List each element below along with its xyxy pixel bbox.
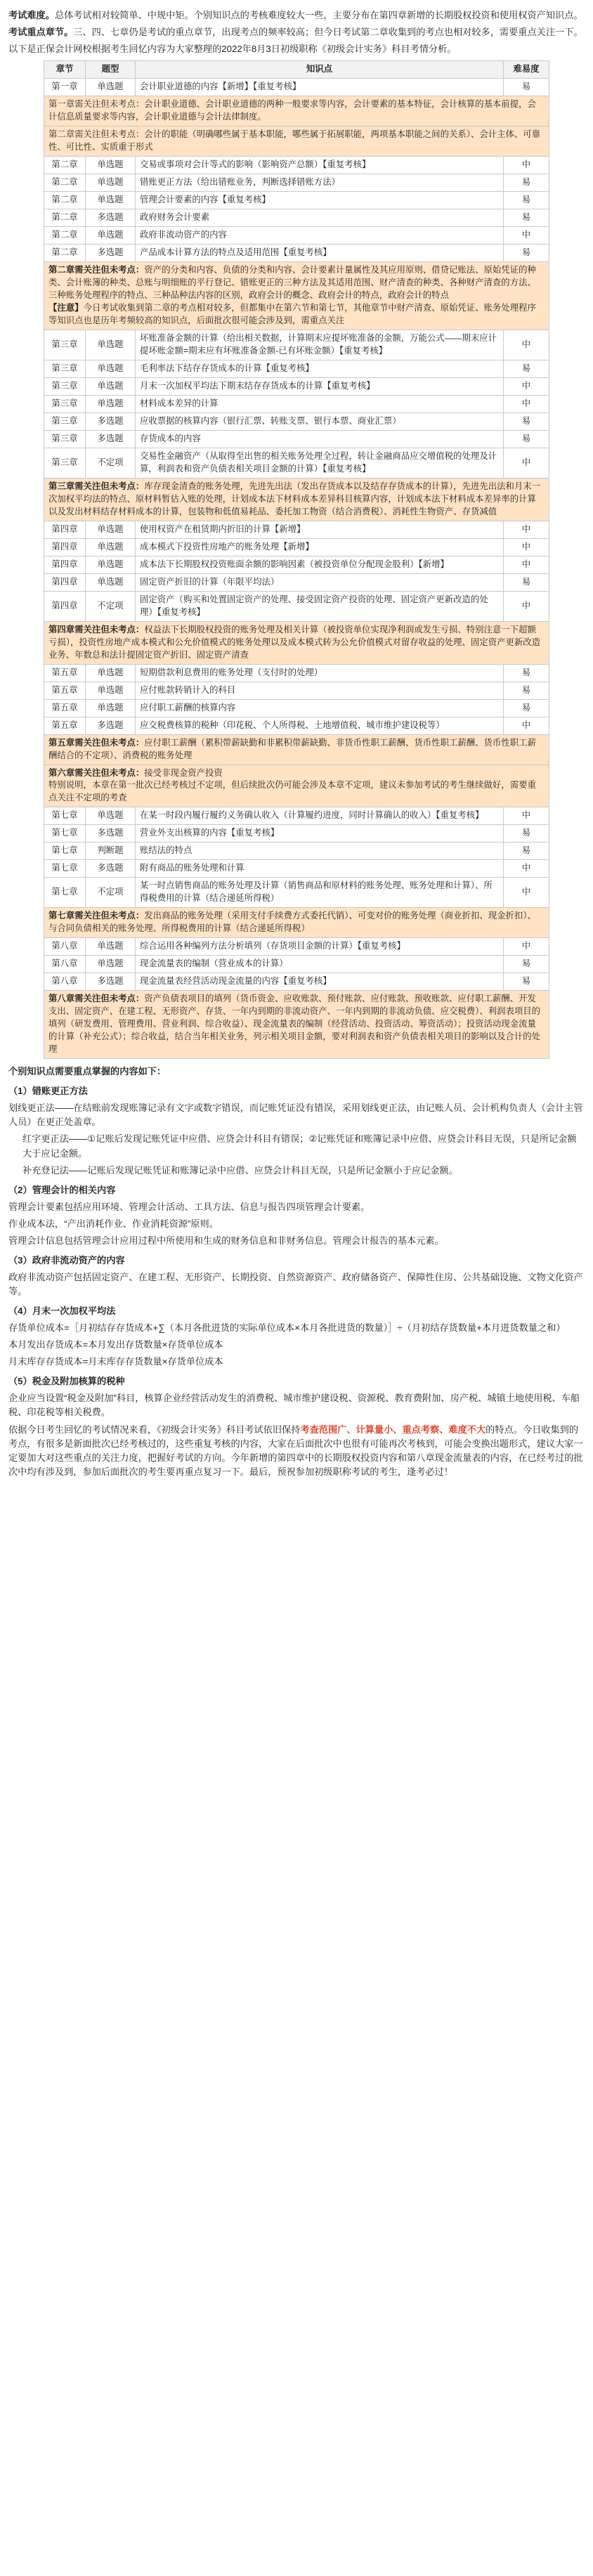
cell-type: 单选题 [86,807,136,825]
table-row [44,556,549,573]
cell-type: 单选题 [86,938,136,956]
table-row [44,430,549,448]
cell-type: 多选题 [86,209,136,227]
cell-point: 账结法的特点 [136,843,504,860]
table-row [44,330,549,360]
table-row [44,192,549,209]
cell-point: 存货成本的内容 [136,430,504,448]
cell-type: 单选题 [86,227,136,245]
cell-point: 材料成本差异的计算 [136,395,504,412]
cell-point: 产品成本计算方法的特点及适用范围【重复考核】 [136,245,504,262]
cell-point: 现金流量表经营活动现金流量的内容【重复考核】 [136,973,504,991]
cell-point: 固定资产折旧的计算（年限平均法） [136,573,504,591]
table-row [44,860,549,878]
cell-type: 多选题 [86,717,136,734]
article [8,0,585,1479]
cell-chapter: 第一章 [44,79,86,96]
table-row [44,973,549,991]
cell-difficulty: 易 [504,843,549,860]
cell-chapter: 第四章 [44,521,86,538]
cell-point: 成本模式下投资性房地产的账务处理【新增】 [136,538,504,556]
ch1-review-row: 第一章需关注但未考点：会计职业道德、会计职业道德的两种一般要求等内容，会计要素的基本特征，会计核算的基本前提，会计信息质量要求等内容，会计职业道德与会计法律制度。 [44,96,549,126]
cell-point: 会计职业道德的内容【新增】【重复考核】 [136,79,504,96]
table-row [44,682,549,699]
cell-chapter: 第四章 [44,556,86,573]
table-row [44,521,549,538]
cell-type: 单选题 [86,664,136,682]
ch5-focus-row: 第五章需关注但未考点：应付职工薪酬（累积带薪缺勤和非累积带薪缺勤、非货币性职工薪酬、货币性职工薪酬、货币性职工薪酬结合的不定项）、消费税的账务处理 [44,734,549,765]
cell-point: 短期借款利息费用的账务处理（支付时的处理） [136,664,504,682]
cell-point: 固定资产（购买和处置固定资产的处理、接受固定资产投资的处理、固定资产更新改造的处理）【重复考核】 [136,591,504,621]
cell-point: 应付账款转销计入的科目 [136,682,504,699]
cell-type: 不定项 [86,878,136,908]
table-row [44,377,549,395]
table-row [44,807,549,825]
closing-paragraph: 依据今日考生回忆的考试情况来看，《初级会计实务》科目考试依旧保持考查范围广、计算量小、重点考察、难度不大的特点。今日收集到的考点，有很多是新面批次已经考核过的，这些重复考核的内容，大家在后面批次中也很有可能再次考核到，可能会变换出题形式，建议大家一定要加大对这些重点的关注力度，把握好考试的方向。今年新增的第四章中的长期股权投资内容和第八章现金流量表的内容，在已经考过的批次中均有涉及到，参加后面批次的考生要再重点复习一下。最后，预祝参加初级职称考试的考生，逢考必过！ [8,1424,583,1477]
cell-type: 单选题 [86,538,136,556]
cell-chapter: 第二章 [44,245,86,262]
cell-difficulty: 中 [504,227,549,245]
cell-type: 不定项 [86,591,136,621]
cell-type: 多选题 [86,973,136,991]
cell-type: 单选题 [86,377,136,395]
cell-chapter: 第五章 [44,699,86,717]
cell-difficulty: 中 [504,878,549,908]
tip1-line: 补充登记法——记账后发现记账凭证和账簿记录中应借、应贷会计科目无误，只是所记金额小于应记金额。 [22,1164,458,1176]
cell-chapter: 第七章 [44,807,86,825]
cell-chapter: 第二章 [44,157,86,174]
cell-difficulty: 易 [504,412,549,430]
cell-type: 单选题 [86,682,136,699]
table-row [44,209,549,227]
cell-chapter: 第五章 [44,682,86,699]
tip2-title: （2）管理会计的相关内容 [8,1184,116,1195]
cell-type: 多选题 [86,860,136,878]
cell-type: 单选题 [86,956,136,973]
cell-difficulty: 易 [504,209,549,227]
tip5-title: （5）税金及附加核算的税种 [8,1376,125,1387]
cell-difficulty: 易 [504,973,549,991]
table-row [44,227,549,245]
cell-difficulty: 易 [504,573,549,591]
cell-point: 月末一次加权平均法下期末结存存货成本的计算【重复考核】 [136,377,504,395]
cell-chapter: 第三章 [44,412,86,430]
cell-type: 单选题 [86,699,136,717]
table-row [44,412,549,430]
intro-summary: 以下是正保会计网校根据考生回忆内容为大家整理的2022年8月3日初级职称《初级会计实务》科目考情分析。 [8,44,457,55]
tip2-line: 管理会计信息包括管理会计应用过程中所使用和生成的财务信息和非财务信息。管理会计报告的基本元素。 [8,1235,444,1246]
cell-point: 毛利率法下结存存货成本的计算【重复考核】 [136,360,504,377]
cell-point: 某一时点销售商品的账务处理及计算（销售商品和原材料的账务处理、账务处理和计算）、所得税费用的计算（结合递延所得税） [136,878,504,908]
cell-chapter: 第四章 [44,538,86,556]
table-row [44,956,549,973]
cell-type: 单选题 [86,330,136,360]
table-row [44,360,549,377]
ch4-focus-row: 第四章需关注但未考点：权益法下长期股权投资的账务处理及相关计算（被投资单位实现净利润或发生亏损、特别注意一下超额亏损），投资性房地产成本模式和公允价值模式的账务处理以及成本模式转为公允价值模式对留存收益的处理、固定资产更新改造业务、年数总和法计提固定资产折旧、固定资产清查 [44,621,549,664]
cell-type: 单选题 [86,79,136,96]
cell-difficulty: 中 [504,938,549,956]
cell-chapter: 第三章 [44,330,86,360]
cell-point: 成本法下长期股权投资账面余额的影响因素（被投资单位分配现金股利）【新增】 [136,556,504,573]
table-row [44,245,549,262]
cell-difficulty: 中 [504,591,549,621]
cell-difficulty: 中 [504,395,549,412]
table-row [44,157,549,174]
ch6-focus-row: 第六章需关注但未考点：接受非现金资产投资 特别说明，本章在第一批次已经考核过不定项，但后续批次仍可能会涉及本章不定项，建议未参加考试的考生继续做好，需要重点关注不定项的考查 [44,765,549,807]
cell-difficulty: 中 [504,538,549,556]
cell-chapter: 第四章 [44,591,86,621]
tips-header: 个别知识点需要重点掌握的内容如下： [8,1066,167,1077]
cell-point: 应付职工薪酬的核算内容 [136,699,504,717]
cell-difficulty: 中 [504,330,549,360]
tip1-line: 红字更正法——①记账后发现记账凭证中应借、应贷会计科目有错误；②记账凭证和账簿记录中应借、应贷会计科目无误，只是所记金额大于应记金额。 [22,1133,577,1159]
tip1-line: 划线更正法——在结账前发现账簿记录有文字或数字错误，而记账凭证没有错误，采用划线更正法，由记账人员、会计机构负责人（会计主管人员）在更正处盖章。 [8,1102,583,1128]
col-chapter: 章节 [44,61,86,79]
cell-point: 应收票据的核算内容（银行汇票、转账支票、银行本票、商业汇票） [136,412,504,430]
cell-type: 单选题 [86,174,136,192]
ch2-focus-row: 第二章需关注但未考点：资产的分类和内容、负债的分类和内容、会计要素计量属性及其应用原则、借贷记账法、原始凭证的种类、会计账簿的种类、总账与明细账的平行登记、错账更正的三种方法及其适用范围、财产清查的种类、各种财产清查的方法、三种账务处理程序的特点、三种品种法内容的区别，政府会计的概念、政府会计的特点，政府会计的特点 【注意】今日考试收集到第二章的考点相对较多，但都集中在第六节和第七节，其他章节中财产清查、原始凭证、账务处理程序等知识点也是历年考频较高的知识点，后面批次很可能会涉及到，需重点关注 [44,262,549,330]
cell-difficulty: 中 [504,807,549,825]
table-row [44,825,549,843]
cell-type: 单选题 [86,360,136,377]
cell-difficulty: 易 [504,79,549,96]
table-header-row [44,61,549,79]
cell-point: 应交税费核算的税种（印花税、个人所得税、土地增值税、城市维护建设税等） [136,717,504,734]
cell-type: 单选题 [86,157,136,174]
cell-type: 不定项 [86,448,136,478]
tip1-title: （1）错账更正方法 [8,1086,88,1097]
cell-type: 单选题 [86,521,136,538]
col-difficulty: 难易度 [504,61,549,79]
cell-difficulty: 中 [504,157,549,174]
cell-type: 单选题 [86,573,136,591]
table-row [44,938,549,956]
cell-chapter: 第八章 [44,956,86,973]
cell-difficulty: 易 [504,825,549,843]
tip4-line: 存货单位成本=［月初结存存货成本+∑（本月各批进货的实际单位成本×本月各批进货的数量）］÷（月初结存货数量+本月进货数量之和） [8,1322,566,1334]
cell-type: 多选题 [86,430,136,448]
cell-chapter: 第五章 [44,717,86,734]
cell-difficulty: 中 [504,860,549,878]
table-row [44,878,549,908]
cell-chapter: 第二章 [44,192,86,209]
cell-point: 政府财务会计要素 [136,209,504,227]
cell-difficulty: 中 [504,717,549,734]
table-row [44,448,549,478]
cell-chapter: 第七章 [44,825,86,843]
tip2-line: 管理会计要素包括应用环境、管理会计活动、工具方法、信息与报告四项管理会计要素。 [8,1201,370,1212]
cell-chapter: 第三章 [44,377,86,395]
table-row [44,699,549,717]
cell-point: 政府非流动资产的内容 [136,227,504,245]
cell-difficulty: 中 [504,556,549,573]
cell-point: 营业外支出核算的内容【重复考核】 [136,825,504,843]
cell-difficulty: 易 [504,430,549,448]
table-row [44,538,549,556]
cell-difficulty: 易 [504,360,549,377]
cell-chapter: 第二章 [44,227,86,245]
cell-point: 交易或事项对会计等式的影响（影响资产总额）【重复考核】 [136,157,504,174]
cell-chapter: 第三章 [44,360,86,377]
cell-chapter: 第四章 [44,573,86,591]
table-row [44,717,549,734]
cell-point: 错账更正方法（给出错账业务，判断选择错账方法） [136,174,504,192]
cell-difficulty: 易 [504,664,549,682]
table-row [44,395,549,412]
tip3-title: （3）政府非流动资产的内容 [8,1254,125,1266]
cell-difficulty: 中 [504,377,549,395]
tip3-line: 政府非流动资产包括固定资产、在建工程、无形资产、长期投资、自然资源资产、政府储备资产、保障性住房、公共基础设施、文物文化资产等。 [8,1271,583,1297]
ch3-focus-row: 第三章需关注但未考点：库存现金清查的账务处理，先进先出法（发出存货成本以及结存存货成本的计算），先进先出法和月末一次加权平均法的特点、原材料暂估入账的处理，计划成本法下材料成本差异科目核算内容，计划成本法下材料成本差异率的计算以及发出材料结存材料成本的计算，包装物和低值易耗品、委托加工物资（结合消费税）、消耗性生物资产、存货减值 [44,478,549,521]
tip4-line: 本月发出存货成本=本月发出存货数量×存货单位成本 [8,1339,223,1351]
cell-type: 多选题 [86,412,136,430]
cell-chapter: 第七章 [44,860,86,878]
table-row [44,79,549,96]
cell-chapter: 第三章 [44,430,86,448]
col-point: 知识点 [136,61,504,79]
cell-point: 坏账准备金额的计算（给出相关数据，计算期末应提坏账准备的金额，万能公式——期末应计提坏账金额=期末应有坏账准备金额-已有坏账金额）【重复考核】 [136,330,504,360]
cell-chapter: 第八章 [44,973,86,991]
cell-difficulty: 易 [504,956,549,973]
cell-type: 多选题 [86,245,136,262]
cell-type: 单选题 [86,395,136,412]
cell-difficulty: 易 [504,192,549,209]
tip4-line: 月末库存存货成本=月末库存存货数量×存货单位成本 [8,1356,223,1367]
table-row [44,174,549,192]
cell-difficulty: 中 [504,448,549,478]
cell-chapter: 第三章 [44,448,86,478]
table-row [44,591,549,621]
ch7-focus-row: 第七章需关注但未考点：发出商品的账务处理（采用支付手续费方式委托代销）、可变对价的账务处理（商业折扣、现金折扣）、与合同负债相关的账务处理、所得税费用的计算（结合递延所得税） [44,908,549,938]
cell-difficulty: 中 [504,521,549,538]
cell-type: 判断题 [86,843,136,860]
cell-chapter: 第七章 [44,843,86,860]
tip5-line: 企业应当设置“税金及附加”科目，核算企业经营活动发生的消费税、城市维护建设税、资源税、教育费附加、房产税、城镇土地使用税、车船税、印花税等相关税费。 [8,1393,580,1418]
cell-point: 交易性金融资产（从取得至出售的相关账务处理全过程，转让金融商品应交增值税的处理及计算，利润表和资产负债表相关项目金额的计算）【重复考核】 [136,448,504,478]
table-row [44,573,549,591]
cell-chapter: 第七章 [44,878,86,908]
cell-chapter: 第二章 [44,209,86,227]
exam-table [44,60,549,1059]
cell-point: 综合运用各种编列方法分析填列（存货项目金额的计算）【重复考核】 [136,938,504,956]
intro-difficulty: 考试难度。总体考试相对较简单、中规中矩。个别知识点的考核难度较大一些，主要分布在第四章新增的长期股权投资和使用权资产知识点。 [8,10,583,20]
tip4-title: （4）月末一次加权平均法 [8,1306,116,1317]
col-type: 题型 [86,61,136,79]
cell-type: 单选题 [86,192,136,209]
table-row [44,664,549,682]
cell-type: 多选题 [86,825,136,843]
cell-point: 使用权资产在租赁期内折旧的计算【新增】 [136,521,504,538]
tip2-line: 作业成本法，“产出消耗作业、作业消耗资源”原则。 [8,1218,219,1229]
cell-difficulty: 易 [504,699,549,717]
cell-point: 附有商品的账务处理和计算 [136,860,504,878]
cell-chapter: 第五章 [44,664,86,682]
ch8-focus-row: 第八章需关注但未考点：资产负债表项目的填列（货币资金、应收账款、预付账款、应付账款、预收账款、应付职工薪酬、开发支出、固定资产、在建工程、无形资产、存货、一年内到期的非流动资产、一年内到期的非流动负债、应交税费）、利润表项目的填列（研发费用、管理费用、营业利润、综合收益）、现金流量表的编制（经营活动、投资活动、筹资活动）；投资活动现金流量的计算（补充公式）；综合收益，结合当年相关业务，列示相关项目金额，要对利润表和资产负债表相关项目的影响以及合计的处理 [44,991,549,1059]
cell-type: 单选题 [86,556,136,573]
cell-difficulty: 易 [504,245,549,262]
intro-focus: 考试重点章节。三、四、七章仍是考试的重点章节，出现考点的频率较高；但今日考试第二章收集到的考点也相对较多，需要重点关注一下。 [8,27,583,38]
ch2-review-row: 第二章需关注但未考点：会计的职能（明确哪些属于基本职能，哪些属于拓展职能，两项基本职能之间的关系）、会计主体、可靠性、可比性、实质重于形式 [44,126,549,157]
cell-chapter: 第八章 [44,938,86,956]
cell-difficulty: 易 [504,174,549,192]
table-row [44,843,549,860]
cell-difficulty: 易 [504,682,549,699]
cell-point: 现金流量表的编制（营业成本的计算） [136,956,504,973]
cell-point: 管理会计要素的内容【重复考核】 [136,192,504,209]
cell-point: 在某一时段内履行履约义务确认收入（计算履约进度，同时计算确认的收入）【重复考核】 [136,807,504,825]
cell-chapter: 第二章 [44,174,86,192]
cell-chapter: 第三章 [44,395,86,412]
